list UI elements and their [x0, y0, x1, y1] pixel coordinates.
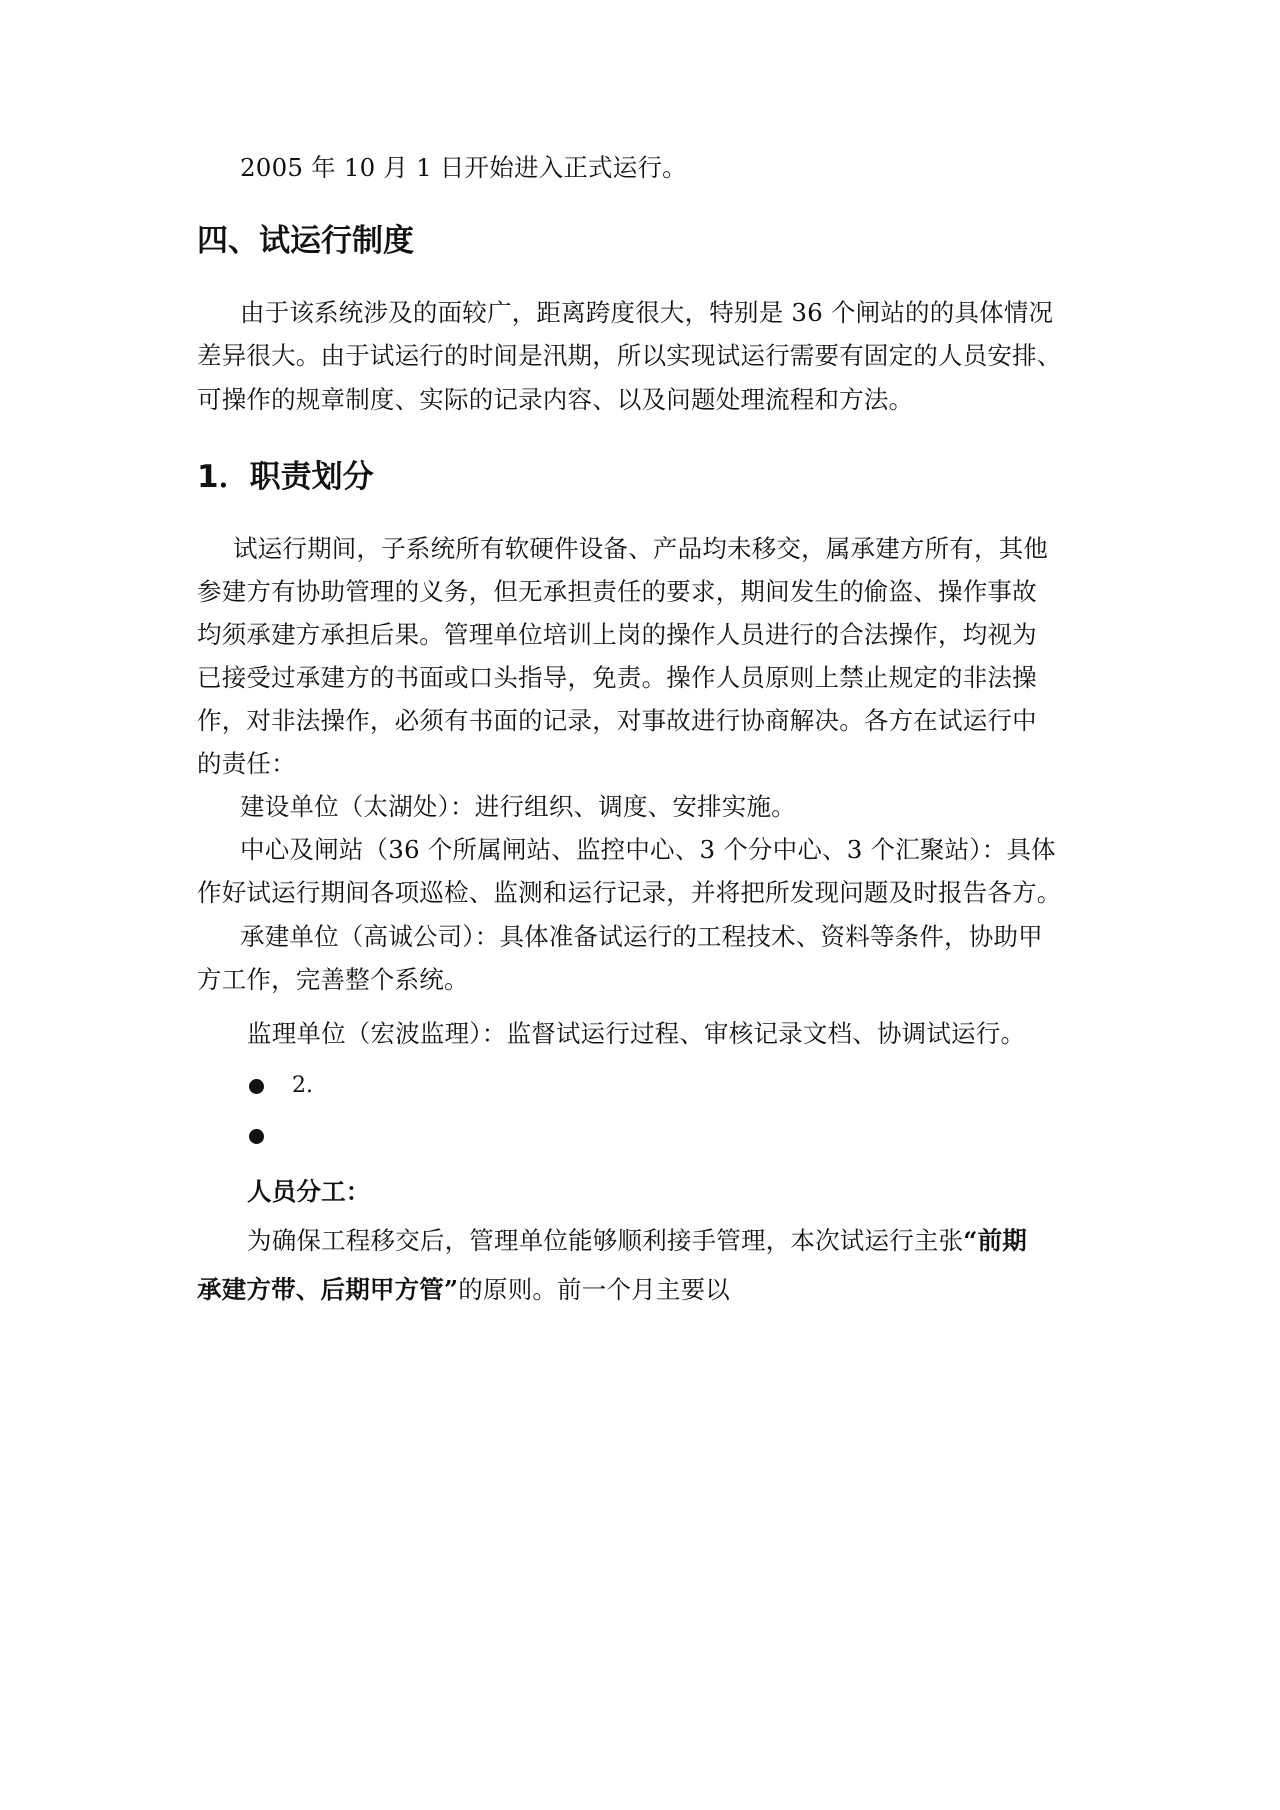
section-para-line-3: 可操作的规章制度、实际的记录内容、以及问题处理流程和方法。	[197, 385, 914, 414]
section-para-line-2: 差异很大。由于试运行的时间是汛期，所以实现试运行需要有固定的人员安排、	[197, 341, 1062, 370]
contractor-line-1: 承建单位（高诚公司）：具体准备试运行的工程技术、资料等条件，协助甲	[240, 922, 1043, 951]
staff-para-line-1-bold: “前期	[963, 1226, 1027, 1255]
duty-para-line-2: 参建方有协助管理的义务，但无承担责任的要求，期间发生的偷盗、操作事故	[197, 577, 1037, 606]
staff-para-line-2-bold: 承建方带、后期甲方管”	[197, 1275, 459, 1304]
subheading-duty-division: 1．职责划分	[197, 459, 374, 495]
contractor-line-2: 方工作，完善整个系统。	[197, 965, 469, 994]
supervisor-line: 监理单位（宏波监理）：监督试运行过程、审核记录文档、协调试运行。	[247, 1019, 1026, 1048]
duty-para-line-5: 作，对非法操作，必须有书面的记录，对事故进行协商解决。各方在试运行中	[197, 706, 1037, 735]
duty-para-line-1: 试运行期间，子系统所有软硬件设备、产品均未移交，属承建方所有，其他	[233, 534, 1049, 563]
duty-para-line-6: 的责任：	[197, 749, 296, 778]
staff-para-line-1	[247, 1224, 1137, 1258]
staff-para-line-2-normal: 的原则。前一个月主要以	[458, 1275, 730, 1304]
bullet-dot-2	[249, 1129, 264, 1144]
center-station-line-2: 作好试运行期间各项巡检、监测和运行记录，并将把所发现问题及时报告各方。	[197, 878, 1062, 907]
center-station-line-1: 中心及闸站（36 个所属闸站、监控中心、3 个分中心、3 个汇聚站）：具体	[240, 835, 1056, 864]
section-para-line-1: 由于该系统涉及的面较广，距离跨度很大，特别是 36 个闸站的的具体情况	[240, 298, 1054, 327]
bullet-dot-1	[249, 1079, 264, 1094]
duty-para-line-4: 已接受过承建方的书面或口头指导，免责。操作人员原则上禁止规定的非法操	[197, 663, 1037, 692]
staff-heading: 人员分工：	[247, 1177, 371, 1206]
duty-para-line-3: 均须承建方承担后果。管理单位培训上岗的操作人员进行的合法操作，均视为	[197, 620, 1037, 649]
intro-line: 2005 年 10 月 1 日开始进入正式运行。	[240, 153, 687, 182]
section-heading: 四、试运行制度	[197, 223, 414, 259]
bullet-text-1: 2.	[292, 1073, 313, 1098]
staff-para-line-2	[197, 1273, 1087, 1307]
staff-para-line-1-normal: 为确保工程移交后，管理单位能够顺利接手管理，本次试运行主张	[247, 1226, 964, 1255]
construction-unit-line: 建设单位（太湖处）：进行组织、调度、安排实施。	[240, 792, 796, 821]
